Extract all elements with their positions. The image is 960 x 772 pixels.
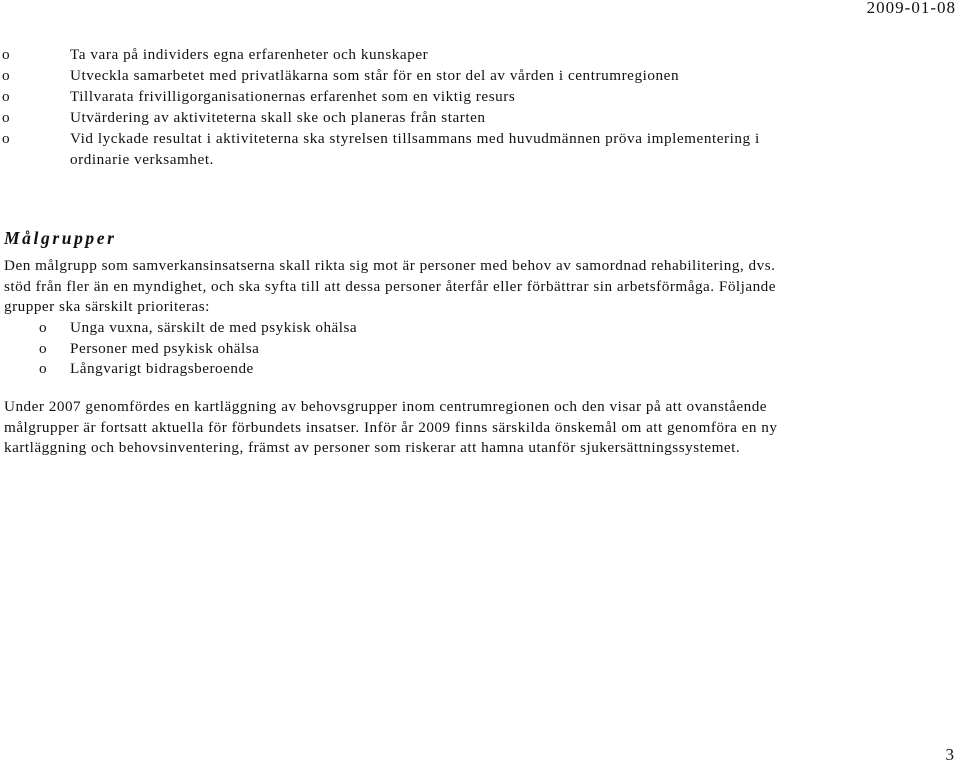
intro-bullet-list bbox=[2, 44, 952, 170]
priority-group-list bbox=[39, 318, 939, 380]
list-item-text: Utvärdering av aktiviteterna skall ske och planeras från starten bbox=[70, 109, 486, 126]
list-item-text-line: Vid lyckade resultat i aktiviteterna ska styrelsen tillsammans med huvudmännen pröva implementering i bbox=[70, 130, 760, 147]
list-item-text: Tillvarata frivilligorganisationernas erfarenhet som en viktig resurs bbox=[70, 88, 516, 105]
list-item bbox=[2, 128, 952, 170]
paragraph-line: Den målgrupp som samverkansinsatserna skall rikta sig mot är personer med behov av samordnad rehabilitering, dvs. bbox=[4, 257, 776, 274]
list-item-text: Ta vara på individers egna erfarenheter och kunskaper bbox=[70, 46, 429, 63]
paragraph-line: målgrupper är fortsatt aktuella för förbundets insatser. Inför år 2009 finns särskilda önskemål om att genomföra en ny bbox=[4, 418, 778, 436]
list-item bbox=[2, 44, 952, 65]
section-heading-malgrupper: Målgrupper bbox=[4, 228, 117, 248]
list-item bbox=[2, 107, 952, 128]
bullet-icon: o bbox=[2, 109, 11, 126]
list-item-text: Personer med psykisk ohälsa bbox=[70, 339, 260, 357]
list-item bbox=[39, 339, 939, 360]
bullet-icon: o bbox=[2, 67, 11, 84]
list-item bbox=[2, 65, 952, 86]
bullet-icon: o bbox=[2, 46, 11, 63]
list-item bbox=[39, 318, 939, 339]
bullet-icon: o bbox=[39, 360, 48, 377]
bullet-icon: o bbox=[2, 88, 11, 105]
list-item bbox=[2, 86, 952, 107]
paragraph-line: stöd från fler än en myndighet, och ska syfta till att dessa personer återfår eller förbättrar sin arbetsförmåga. Följande bbox=[4, 277, 777, 295]
list-item bbox=[39, 359, 939, 380]
paragraph-line: grupper ska särskilt prioriteras: bbox=[4, 298, 210, 315]
list-item-text: Långvarigt bidragsberoende bbox=[70, 360, 254, 377]
bullet-icon: o bbox=[39, 319, 48, 336]
bullet-icon: o bbox=[2, 130, 11, 147]
document-date: 2009-01-08 bbox=[866, 0, 956, 17]
survey-paragraph bbox=[4, 397, 954, 459]
list-item-text: Utveckla samarbetet med privatläkarna som står för en stor del av vården i centrumregionen bbox=[70, 67, 680, 84]
paragraph-line: Under 2007 genomfördes en kartläggning av behovsgrupper inom centrumregionen och den visar på att ovanstående bbox=[4, 398, 768, 415]
target-group-paragraph bbox=[4, 256, 954, 318]
bullet-icon: o bbox=[39, 339, 48, 357]
paragraph-line: kartläggning och behovsinventering, främst av personer som riskerar att hamna utanför sjukersättningssystemet. bbox=[4, 439, 741, 456]
list-item-text-line: ordinarie verksamhet. bbox=[70, 151, 214, 168]
list-item-text: Unga vuxna, särskilt de med psykisk ohälsa bbox=[70, 319, 358, 336]
page-number: 3 bbox=[945, 745, 954, 764]
